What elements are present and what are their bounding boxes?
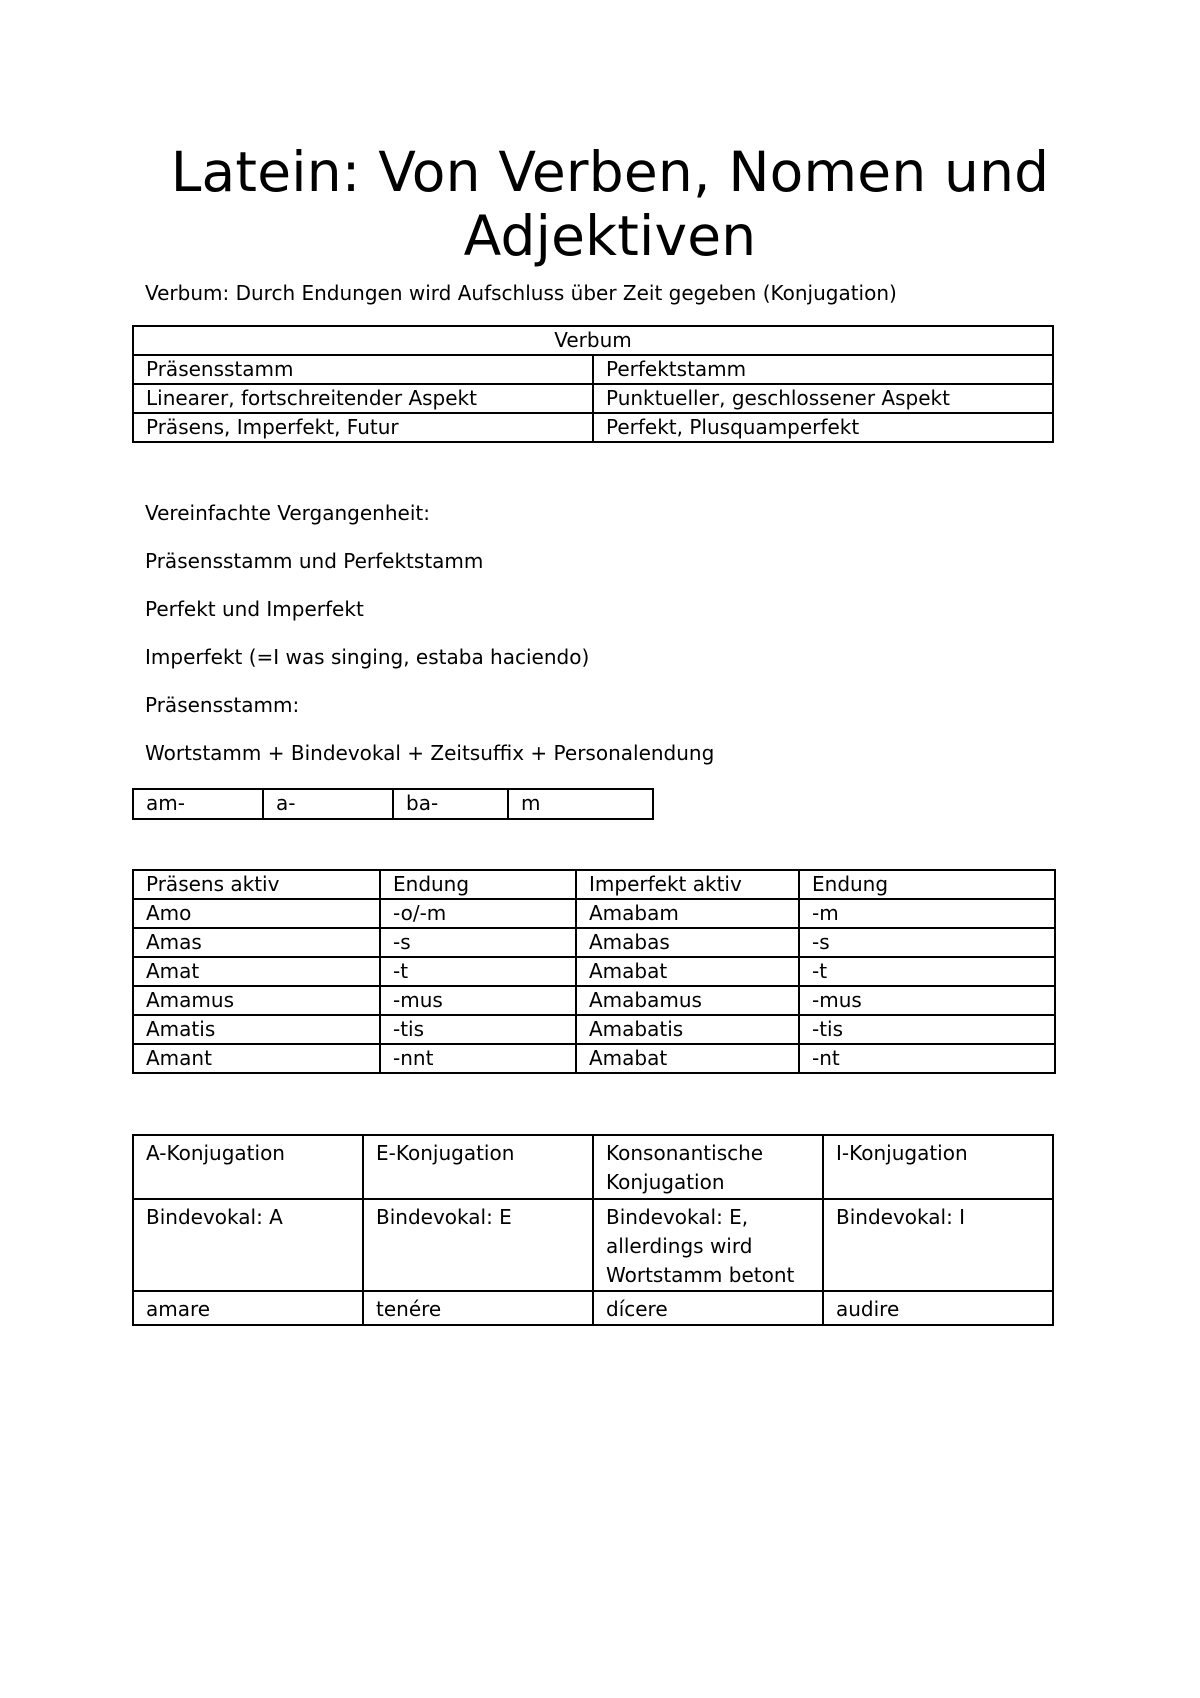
table-cell: Amamus bbox=[133, 986, 380, 1015]
table-cell: Amabat bbox=[576, 1044, 799, 1073]
table-cell: -s bbox=[380, 928, 576, 957]
table-cell: Bindevokal: E, allerdings wird Wortstamm betont bbox=[593, 1199, 823, 1291]
table-cell: -mus bbox=[799, 986, 1055, 1015]
table-cell: Punktueller, geschlossener Aspekt bbox=[593, 384, 1053, 413]
praesens-imperfekt-table bbox=[132, 869, 1056, 1074]
paragraph: Präsensstamm: bbox=[145, 693, 300, 717]
table-row bbox=[133, 899, 1055, 928]
table-row bbox=[133, 789, 653, 819]
paragraph: Vereinfachte Vergangenheit: bbox=[145, 501, 430, 525]
table-cell: tenére bbox=[363, 1291, 593, 1325]
verbum-table bbox=[132, 325, 1054, 443]
konjugation-table bbox=[132, 1134, 1054, 1326]
table-row bbox=[133, 1199, 1053, 1291]
table-row bbox=[133, 870, 1055, 899]
table-row bbox=[133, 928, 1055, 957]
table-cell: Amatis bbox=[133, 1015, 380, 1044]
table-cell: audire bbox=[823, 1291, 1053, 1325]
table-cell: Linearer, fortschreitender Aspekt bbox=[133, 384, 593, 413]
table-header-cell: A-Konjugation bbox=[133, 1135, 363, 1199]
table-row bbox=[133, 413, 1053, 442]
table-header-cell: Imperfekt aktiv bbox=[576, 870, 799, 899]
paragraph: Wortstamm + Bindevokal + Zeitsuffix + Personalendung bbox=[145, 741, 715, 765]
table-row bbox=[133, 326, 1053, 355]
table-cell: Amabam bbox=[576, 899, 799, 928]
table-cell: -nnt bbox=[380, 1044, 576, 1073]
paragraph: Präsensstamm und Perfektstamm bbox=[145, 549, 484, 573]
table-cell: -m bbox=[799, 899, 1055, 928]
table-cell: ba- bbox=[393, 789, 508, 819]
table-cell: Amabatis bbox=[576, 1015, 799, 1044]
table-cell: a- bbox=[263, 789, 393, 819]
intro-text: Verbum: Durch Endungen wird Aufschluss über Zeit gegeben (Konjugation) bbox=[145, 281, 897, 305]
table-row bbox=[133, 355, 1053, 384]
table-cell: Amabamus bbox=[576, 986, 799, 1015]
table-header-cell: Verbum bbox=[133, 326, 1053, 355]
table-row bbox=[133, 957, 1055, 986]
table-header-cell: I-Konjugation bbox=[823, 1135, 1053, 1199]
table-cell: Bindevokal: A bbox=[133, 1199, 363, 1291]
table-cell: Perfektstamm bbox=[593, 355, 1053, 384]
table-cell: Amant bbox=[133, 1044, 380, 1073]
table-header-cell: Präsens aktiv bbox=[133, 870, 380, 899]
table-cell: -t bbox=[799, 957, 1055, 986]
table-cell: Präsens, Imperfekt, Futur bbox=[133, 413, 593, 442]
table-cell: Amabas bbox=[576, 928, 799, 957]
table-cell: Amat bbox=[133, 957, 380, 986]
table-header-cell: Endung bbox=[380, 870, 576, 899]
table-cell: -o/-m bbox=[380, 899, 576, 928]
table-row bbox=[133, 986, 1055, 1015]
table-row bbox=[133, 384, 1053, 413]
table-row bbox=[133, 1015, 1055, 1044]
table-cell: -mus bbox=[380, 986, 576, 1015]
table-cell: -tis bbox=[799, 1015, 1055, 1044]
table-header-cell: Endung bbox=[799, 870, 1055, 899]
table-cell: m bbox=[508, 789, 653, 819]
table-cell: -s bbox=[799, 928, 1055, 957]
table-header-cell: E-Konjugation bbox=[363, 1135, 593, 1199]
table-cell: Bindevokal: I bbox=[823, 1199, 1053, 1291]
table-row bbox=[133, 1135, 1053, 1199]
table-header-cell: Konsonantische Konjugation bbox=[593, 1135, 823, 1199]
table-cell: amare bbox=[133, 1291, 363, 1325]
table-row bbox=[133, 1291, 1053, 1325]
morpheme-table bbox=[132, 788, 654, 820]
table-cell: -t bbox=[380, 957, 576, 986]
table-cell: Präsensstamm bbox=[133, 355, 593, 384]
table-cell: -tis bbox=[380, 1015, 576, 1044]
table-cell: am- bbox=[133, 789, 263, 819]
paragraph: Perfekt und Imperfekt bbox=[145, 597, 364, 621]
table-cell: Amas bbox=[133, 928, 380, 957]
table-cell: Amo bbox=[133, 899, 380, 928]
table-cell: -nt bbox=[799, 1044, 1055, 1073]
table-cell: Amabat bbox=[576, 957, 799, 986]
table-cell: dícere bbox=[593, 1291, 823, 1325]
table-cell: Bindevokal: E bbox=[363, 1199, 593, 1291]
table-cell: Perfekt, Plusquamperfekt bbox=[593, 413, 1053, 442]
page-title: Latein: Von Verben, Nomen und Adjektiven bbox=[170, 140, 1050, 268]
table-row bbox=[133, 1044, 1055, 1073]
paragraph: Imperfekt (=I was singing, estaba haciendo) bbox=[145, 645, 590, 669]
